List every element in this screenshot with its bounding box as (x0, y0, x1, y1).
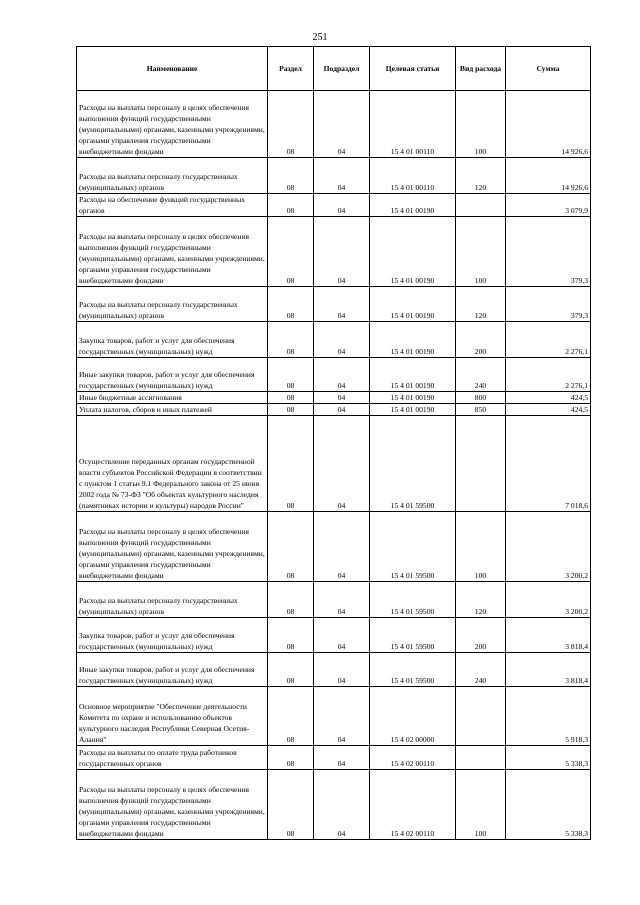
row-subsection: 04 (314, 322, 370, 358)
row-name: Расходы на выплаты по оплате труда работников государственных органов (77, 746, 268, 770)
row-section: 08 (268, 392, 314, 404)
row-sum: 5 918,3 (506, 687, 591, 746)
table-row (77, 746, 591, 770)
table-row (77, 287, 591, 322)
row-type: 100 (456, 512, 506, 582)
row-subsection: 04 (314, 194, 370, 217)
row-type (456, 746, 506, 770)
row-type: 100 (456, 217, 506, 287)
row-target: 15 4 01 00190 (370, 287, 456, 322)
row-sum: 424,5 (506, 404, 591, 416)
row-subsection: 04 (314, 653, 370, 687)
row-name: Осуществление переданных органам государственной власти субъектов Российской Федерации в соответствии с пунктом 1 статьи 9.1 Федерального закона от 25 июня 2002 года № 73-ФЗ "Об объектах культурного наследия (памятниках истории и культуры) народов России" (77, 416, 268, 512)
row-name: Закупка товаров, работ и услуг для обеспечения государственных (муниципальных) нужд (77, 322, 268, 358)
row-target: 15 4 01 59500 (370, 582, 456, 618)
row-sum: 2 276,1 (506, 322, 591, 358)
row-target: 15 4 01 00190 (370, 404, 456, 416)
row-section: 08 (268, 512, 314, 582)
table-row (77, 322, 591, 358)
row-sum: 14 926,6 (506, 91, 591, 158)
table-row (77, 91, 591, 158)
row-type: 200 (456, 618, 506, 653)
row-section: 08 (268, 91, 314, 158)
row-type: 120 (456, 158, 506, 194)
row-sum: 379,3 (506, 217, 591, 287)
row-target: 15 4 01 59500 (370, 618, 456, 653)
table-row (77, 582, 591, 618)
row-section: 08 (268, 687, 314, 746)
row-section: 08 (268, 746, 314, 770)
row-subsection: 04 (314, 618, 370, 653)
row-name: Расходы на выплаты персоналу государственных (муниципальных) органов (77, 582, 268, 618)
row-type: 120 (456, 287, 506, 322)
row-type: 120 (456, 582, 506, 618)
row-sum: 3 818,4 (506, 618, 591, 653)
row-sum: 7 018,6 (506, 416, 591, 512)
table-row (77, 404, 591, 416)
row-target: 15 4 01 59500 (370, 512, 456, 582)
row-target: 15 4 02 00000 (370, 687, 456, 746)
row-target: 15 4 01 00190 (370, 392, 456, 404)
row-section: 08 (268, 582, 314, 618)
page-number: 251 (312, 32, 328, 43)
row-type: 240 (456, 653, 506, 687)
table-row (77, 416, 591, 512)
row-target: 15 4 01 00190 (370, 194, 456, 217)
row-subsection: 04 (314, 770, 370, 840)
row-type: 100 (456, 91, 506, 158)
row-sum: 424,5 (506, 392, 591, 404)
row-section: 08 (268, 194, 314, 217)
row-target: 15 4 01 00190 (370, 217, 456, 287)
table-row (77, 653, 591, 687)
table-row (77, 512, 591, 582)
row-target: 15 4 01 59500 (370, 653, 456, 687)
row-type: 850 (456, 404, 506, 416)
row-sum: 3 818,4 (506, 653, 591, 687)
row-sum: 379,3 (506, 287, 591, 322)
row-target: 15 4 01 00110 (370, 158, 456, 194)
row-sum: 3 079,9 (506, 194, 591, 217)
table-row (77, 618, 591, 653)
row-type (456, 416, 506, 512)
row-target: 15 4 02 00110 (370, 770, 456, 840)
table-row (77, 358, 591, 392)
table-row (77, 194, 591, 217)
row-type: 200 (456, 322, 506, 358)
row-sum: 5 338,3 (506, 746, 591, 770)
row-subsection: 04 (314, 746, 370, 770)
row-target: 15 4 01 00190 (370, 358, 456, 392)
row-section: 08 (268, 404, 314, 416)
row-name: Расходы на выплаты персоналу в целях обеспечения выполнения функций государственными (муниципальными) органами, казенными учреждениями, органами управления государственными внебюджетными фондами (77, 512, 268, 582)
row-section: 08 (268, 358, 314, 392)
row-section: 08 (268, 158, 314, 194)
row-name: Расходы на выплаты персоналу в целях обеспечения выполнения функций государственными (муниципальными) органами, казенными учреждениями, органами управления государственными внебюджетными фондами (77, 770, 268, 840)
row-subsection: 04 (314, 158, 370, 194)
row-sum: 5 338,3 (506, 770, 591, 840)
row-type (456, 687, 506, 746)
row-subsection: 04 (314, 687, 370, 746)
header-subsection: Подраздел (314, 47, 370, 91)
header-section: Раздел (268, 47, 314, 91)
row-section: 08 (268, 287, 314, 322)
row-subsection: 04 (314, 512, 370, 582)
row-name: Иные закупки товаров, работ и услуг для обеспечения государственных (муниципальных) нужд (77, 358, 268, 392)
row-target: 15 4 01 59500 (370, 416, 456, 512)
header-name: Наименование (77, 47, 268, 91)
row-target: 15 4 01 00110 (370, 91, 456, 158)
row-subsection: 04 (314, 287, 370, 322)
row-name: Иные бюджетные ассигнования (77, 392, 268, 404)
row-name: Закупка товаров, работ и услуг для обеспечения государственных (муниципальных) нужд (77, 618, 268, 653)
row-sum: 2 276,1 (506, 358, 591, 392)
row-section: 08 (268, 416, 314, 512)
table-row (77, 392, 591, 404)
row-type: 100 (456, 770, 506, 840)
row-subsection: 04 (314, 358, 370, 392)
row-subsection: 04 (314, 91, 370, 158)
row-subsection: 04 (314, 582, 370, 618)
row-name: Основное мероприятие "Обеспечение деятельности Комитета по охране и использованию объектов культурного наследия Республики Северная Осетия-Алания" (77, 687, 268, 746)
table-header-row (77, 47, 591, 91)
row-type: 240 (456, 358, 506, 392)
row-sum: 14 926,6 (506, 158, 591, 194)
table-row (77, 217, 591, 287)
row-target: 15 4 01 00190 (370, 322, 456, 358)
row-name: Расходы на обеспечение функций государственных органов (77, 194, 268, 217)
row-subsection: 04 (314, 392, 370, 404)
row-name: Уплата налогов, сборов и иных платежей (77, 404, 268, 416)
row-section: 08 (268, 653, 314, 687)
row-subsection: 04 (314, 416, 370, 512)
row-sum: 3 200,2 (506, 512, 591, 582)
row-section: 08 (268, 217, 314, 287)
row-section: 08 (268, 618, 314, 653)
row-target: 15 4 02 00110 (370, 746, 456, 770)
row-type (456, 194, 506, 217)
header-sum: Сумма (506, 47, 591, 91)
row-subsection: 04 (314, 404, 370, 416)
row-section: 08 (268, 322, 314, 358)
row-type: 800 (456, 392, 506, 404)
row-name: Расходы на выплаты персоналу государственных (муниципальных) органов (77, 158, 268, 194)
header-expense-type: Вид расхода (456, 47, 506, 91)
budget-table (76, 46, 591, 840)
table-row (77, 770, 591, 840)
row-section: 08 (268, 770, 314, 840)
header-target: Целевая статья (370, 47, 456, 91)
row-subsection: 04 (314, 217, 370, 287)
row-name: Иные закупки товаров, работ и услуг для обеспечения государственных (муниципальных) нужд (77, 653, 268, 687)
table-row (77, 158, 591, 194)
row-name: Расходы на выплаты персоналу государственных (муниципальных) органов (77, 287, 268, 322)
table-body (77, 91, 591, 840)
row-sum: 3 200,2 (506, 582, 591, 618)
row-name: Расходы на выплаты персоналу в целях обеспечения выполнения функций государственными (муниципальными) органами, казенными учреждениями, органами управления государственными внебюджетными фондами (77, 217, 268, 287)
table-row (77, 687, 591, 746)
row-name: Расходы на выплаты персоналу в целях обеспечения выполнения функций государственными (муниципальными) органами, казенными учреждениями, органами управления государственными внебюджетными фондами (77, 91, 268, 158)
